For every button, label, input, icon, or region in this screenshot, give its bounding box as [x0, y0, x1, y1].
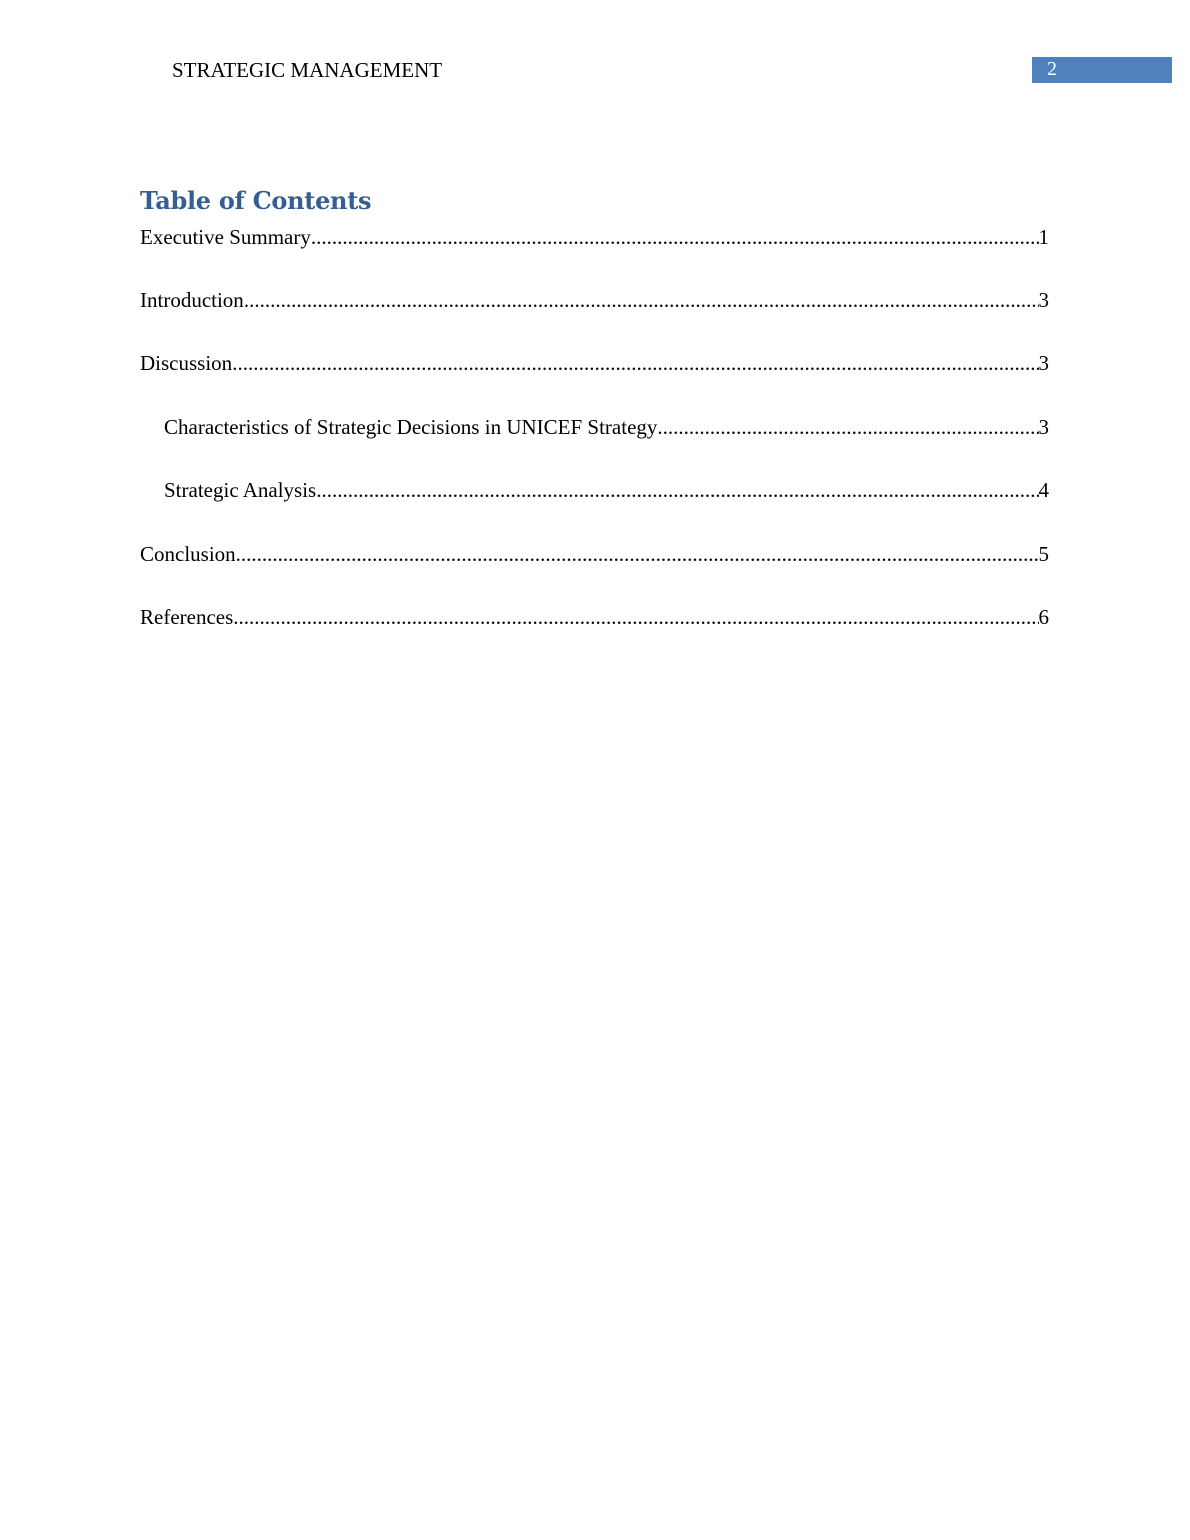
page-number: 2 [1047, 58, 1057, 80]
toc-entry-label: Conclusion [140, 542, 236, 566]
page-number-badge [1032, 57, 1172, 83]
toc-entry-page: 3 [1038, 415, 1049, 439]
toc-leader-dots [311, 225, 1039, 250]
toc-entry-page: 3 [1038, 288, 1049, 312]
toc-entry-page: 4 [1038, 478, 1049, 502]
toc-entry-label: Executive Summary [140, 225, 311, 249]
toc-entry-label: Discussion [140, 351, 233, 375]
toc-entry-strategic-analysis[interactable] [164, 478, 1049, 504]
running-header-title: STRATEGIC MANAGEMENT [172, 58, 443, 82]
toc-entry-page: 1 [1038, 225, 1049, 249]
toc-entry-label: Strategic Analysis [164, 478, 317, 502]
toc-entry-references[interactable] [140, 605, 1049, 631]
toc-leader-dots [236, 542, 1039, 567]
toc-entry-label: Characteristics of Strategic Decisions in UNICEF Strategy [164, 415, 658, 439]
toc-leader-dots [232, 351, 1038, 376]
toc-entry-executive-summary[interactable] [140, 225, 1049, 251]
toc-leader-dots [316, 478, 1038, 503]
toc-entry-label: Introduction [140, 288, 244, 312]
toc-entry-discussion[interactable] [140, 351, 1049, 377]
toc-entry-page: 6 [1038, 605, 1049, 629]
toc-entry-page: 3 [1038, 351, 1049, 375]
toc-entry-characteristics[interactable] [164, 415, 1049, 441]
toc-entry-introduction[interactable] [140, 288, 1049, 314]
toc-entry-label: References [140, 605, 234, 629]
toc-entry-page: 5 [1038, 542, 1049, 566]
toc-leader-dots [233, 605, 1038, 630]
toc-leader-dots [244, 288, 1039, 313]
toc-leader-dots [657, 415, 1038, 440]
toc-entry-conclusion[interactable] [140, 542, 1049, 568]
toc-heading: Table of Contents [140, 186, 372, 215]
